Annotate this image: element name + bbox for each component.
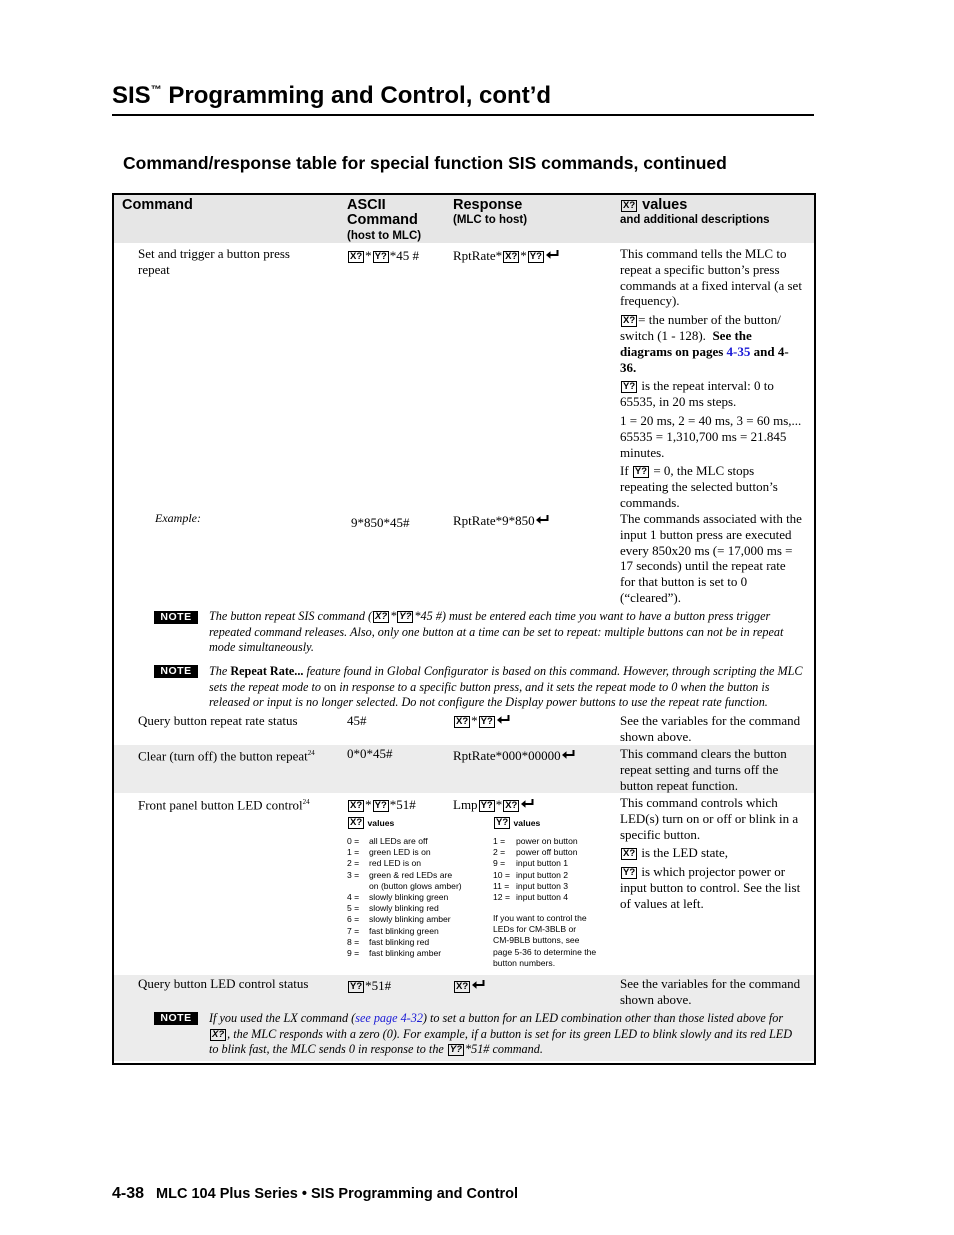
- value-list-item: [347, 881, 487, 892]
- value-meaning: green & red LEDs are: [369, 869, 453, 880]
- repeat-command: Set and trigger a button press repeat: [138, 246, 290, 277]
- value-code: 12 =: [493, 892, 510, 903]
- enter-icon: [535, 514, 549, 525]
- value-list-item: [347, 870, 487, 881]
- value-code: 1 =: [493, 836, 506, 846]
- value-code: 10 =: [493, 869, 510, 880]
- query-led-response: X?: [453, 978, 485, 994]
- repeat-description: This command tells the MLC to repeat a specific button’s press commands at a fixed interval (a set frequency). X? = the number of the button/ switch (1 - 128). See the diagrams on pages 4-35 and 4-36. Y? is the repeat interval: 0 to 65535, in 20 ms steps. 1 = 20 ms, 2 = 40 ms, 3 = 60 ms,... 65535 = 1,310,700 ms = 21.845 minutes. If Y? = 0, the MLC stops repeating the selected button’s commands.: [620, 246, 802, 510]
- value-meaning: fast blinking green: [369, 925, 439, 936]
- footer-text: MLC 104 Plus Series • SIS Programming and Control: [156, 1186, 519, 1202]
- value-list-item: [493, 892, 623, 903]
- header-ascii-sub: (host to MLC): [347, 230, 422, 242]
- query-repeat-ascii: 45#: [347, 713, 367, 728]
- header-response: Response: [453, 197, 523, 213]
- value-code: 9 =: [493, 858, 506, 869]
- enter-icon: [471, 979, 485, 990]
- repeat-response: RptRate* X? * Y?: [453, 248, 559, 264]
- value-code: 1 =: [347, 847, 360, 858]
- value-list-item: [347, 937, 487, 948]
- query-led-command: Query button LED control status: [138, 976, 309, 991]
- table-header: [114, 195, 814, 243]
- note-line: If you want to control the: [493, 913, 587, 923]
- repeat-ascii: X? * Y? *45 #: [350, 248, 420, 263]
- value-meaning: input button 3: [516, 880, 569, 891]
- header-values: X? values: [623, 197, 688, 213]
- value-code: [347, 881, 369, 892]
- note-badge: NOTE: [154, 665, 198, 678]
- value-list-item: [493, 870, 623, 881]
- value-list-item: [493, 858, 623, 869]
- value-code: 4 =: [347, 892, 360, 903]
- led-y-values-note: [493, 913, 623, 969]
- example-description: The commands associated with the input 1 button press are executed every 850x20 ms (= 17,000 ms = 17 seconds) until the repeat rate for that button is set to 0 (“cleared”).: [620, 511, 802, 605]
- value-meaning: input button 1: [516, 858, 569, 869]
- header-command: Command: [122, 197, 193, 213]
- value-meaning: green LED is on: [369, 847, 431, 858]
- value-code: 7 =: [347, 925, 360, 936]
- header-ascii: ASCII Command: [347, 197, 418, 228]
- value-code: 3 =: [347, 869, 360, 880]
- value-meaning: power off button: [516, 847, 578, 858]
- note-line: page 5-36 to determine the: [493, 946, 597, 957]
- value-meaning: input button 4: [516, 892, 569, 903]
- value-list-item: [347, 858, 487, 869]
- value-list-item: [493, 881, 623, 892]
- value-meaning: all LEDs are off: [369, 836, 428, 846]
- note-repeat-rate: The Repeat Rate... feature found in Global Configurator is based on this command. However, through scripting the MLC sets the repeat mode to on in response to a specific button press, and it sets the repeat mode to 0 when the button is released or input is no longer selected. Do not configure the Display power buttons to use the repeat rate function.: [209, 664, 803, 710]
- value-list-item: [347, 847, 487, 858]
- value-meaning: slowly blinking red: [369, 903, 439, 914]
- value-meaning: input button 2: [516, 869, 569, 880]
- section-heading: Command/response table for special function SIS commands, continued: [123, 153, 727, 173]
- value-list-item: [347, 892, 487, 903]
- value-code: 2 =: [493, 847, 506, 858]
- value-meaning: fast blinking red: [369, 936, 430, 947]
- command-table: [112, 193, 816, 1065]
- clear-repeat-response: RptRate*000*00000: [453, 748, 575, 764]
- value-code: 11 =: [493, 880, 510, 891]
- value-list-item: [347, 948, 487, 959]
- led-y-values-heading: Y? values: [496, 817, 541, 828]
- query-repeat-response: X? * Y?: [453, 713, 510, 729]
- note-badge: NOTE: [154, 1012, 198, 1025]
- title-rule: [112, 114, 814, 116]
- clear-repeat-description: This command clears the button repeat setting and turns off the button repeat function.: [620, 746, 787, 793]
- enter-icon: [545, 249, 559, 260]
- value-code: 0 =: [347, 836, 360, 846]
- note-repeat-command: The button repeat SIS command ( X? * Y? *45 #) must be entered each time you want to have a button press trigger repeated command releases. Also, only one button at a time can be set to repeat: multiple buttons can not be in repeat mode simultaneously.: [209, 609, 784, 655]
- led-x-values-heading: X? values: [350, 817, 395, 828]
- page-title: SIS™ Programming and Control, cont’d: [112, 82, 552, 109]
- note-line: CM-9BLB buttons, see: [493, 935, 580, 946]
- value-meaning: slowly blinking green: [369, 892, 449, 903]
- query-led-description: See the variables for the command shown above.: [620, 976, 801, 1007]
- page-number: 4-38: [112, 1185, 145, 1202]
- enter-icon: [561, 749, 575, 760]
- enter-icon: [520, 798, 534, 809]
- value-code: 6 =: [347, 914, 360, 925]
- note-line: button numbers.: [493, 957, 556, 968]
- header-response-sub: (MLC to host): [453, 214, 528, 226]
- value-meaning: on (button glows amber): [369, 880, 462, 891]
- value-meaning: power on button: [516, 836, 578, 846]
- led-x-values-list: [347, 836, 487, 959]
- value-code: 9 =: [347, 948, 360, 959]
- note-line: LEDs for CM-3BLB or: [493, 924, 577, 935]
- value-code: 5 =: [347, 903, 360, 914]
- example-response: RptRate*9*850: [453, 513, 549, 529]
- value-list-item: [493, 847, 623, 858]
- enter-icon: [496, 714, 510, 725]
- clear-repeat-ascii: 0*0*45#: [347, 746, 393, 761]
- query-repeat-description: See the variables for the command shown above.: [620, 713, 801, 744]
- value-meaning: red LED is on: [369, 858, 422, 869]
- value-meaning: fast blinking amber: [369, 948, 442, 959]
- header-values-sub: and additional descriptions: [620, 214, 770, 226]
- value-code: 8 =: [347, 936, 360, 947]
- page-footer: [112, 1185, 518, 1203]
- value-list-item: [347, 926, 487, 937]
- see-page-link[interactable]: see page 4-32: [355, 1011, 423, 1025]
- value-code: 2 =: [347, 858, 360, 869]
- example-ascii: 9*850*45#: [351, 515, 410, 530]
- value-list-item: [347, 903, 487, 914]
- value-meaning: slowly blinking amber: [369, 914, 451, 925]
- led-description: This command controls which LED(s) turn on or off or blink in a specific button. X? is the LED state, Y? is which projector power or input button to control. See the list of values at left.: [620, 795, 801, 911]
- led-command: Front panel button LED control$^{24}$: [138, 797, 310, 813]
- value-list-item: [347, 836, 487, 847]
- note-badge: NOTE: [154, 611, 198, 624]
- clear-repeat-command: Clear (turn off) the button repeat$^{24}$: [138, 748, 315, 764]
- query-repeat-command: Query button repeat rate status: [138, 713, 298, 728]
- example-label: Example:: [155, 511, 201, 525]
- led-ascii: X? * Y? *51#: [350, 797, 416, 812]
- led-y-values-list: [493, 836, 623, 903]
- value-list-item: [347, 914, 487, 925]
- value-list-item: [493, 836, 623, 847]
- led-response: Lmp Y? * X?: [453, 797, 534, 813]
- note-lx-command: If you used the LX command (see page 4-32) to set a button for an LED combination other than those listed above for X? , the MLC responds with a zero (0). For example, if a button is set for its green LED to blink slowly and its red LED to blink fast, the MLC sends 0 in response to the Y? *51# command.: [209, 1011, 793, 1057]
- query-led-ascii: Y? *51#: [350, 978, 392, 993]
